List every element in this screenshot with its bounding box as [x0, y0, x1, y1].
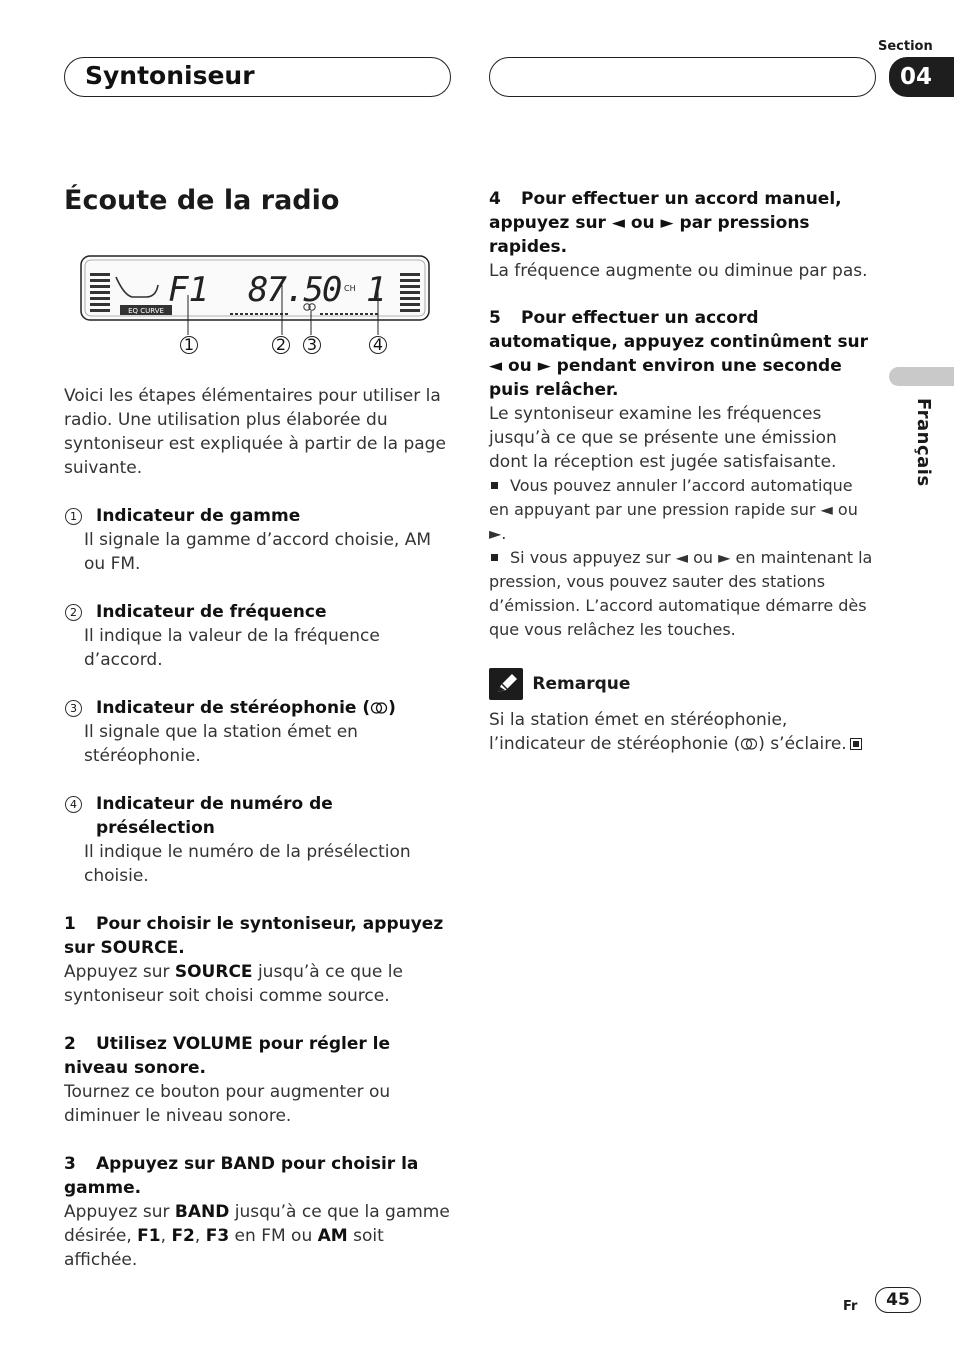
- empty-header-pill: [489, 57, 876, 97]
- end-mark-icon: [850, 738, 862, 750]
- stereo-icon: [370, 702, 388, 714]
- step-1-heading: 1 Pour choisir le syntoniseur, appuyez sur SOURCE.: [64, 914, 444, 958]
- step-4-body: La fréquence augmente ou diminue par pas.: [489, 261, 868, 281]
- step-4-heading: 4 Pour effectuer un accord manuel, appuyez sur ◄ ou ► par pressions rapides.: [489, 189, 842, 257]
- callout-1: 1: [183, 335, 195, 354]
- item-body-band: Il signale la gamme d’accord choisie, AM ou FM.: [84, 530, 432, 574]
- eq-curve-label: EQ CURVE: [128, 307, 164, 315]
- item-body-frequency: Il indique la valeur de la fréquence d’accord.: [84, 626, 380, 670]
- note-title: Remarque: [532, 674, 631, 694]
- section-number-badge: 04: [889, 57, 954, 97]
- callout-4: 4: [372, 335, 384, 354]
- item-body-stereo: Il signale que la station émet en stéréophonie.: [84, 722, 358, 766]
- note-header: [489, 668, 877, 700]
- bullet-cancel-auto: Vous pouvez annuler l’accord automatique en appuyant par une pression rapide sur ◄ ou ►.: [489, 476, 858, 543]
- footer-language: Fr: [843, 1299, 858, 1314]
- step-1-body: Appuyez sur SOURCE jusqu’à ce que le syntoniseur soit choisi comme source.: [64, 962, 403, 1006]
- side-tab-marker: [889, 367, 954, 386]
- side-language-label: Français: [913, 398, 934, 487]
- ch-label: CH: [344, 284, 356, 293]
- bullet-skip-stations: Si vous appuyez sur ◄ ou ► en maintenant la pression, vous pouvez sauter des stations d’émission. L’accord automatique démarre dès que vous relâchez les touches.: [489, 548, 873, 639]
- callout-2: 2: [275, 335, 287, 354]
- note-body: Si la station émet en stéréophonie, l’indicateur de stéréophonie ( ) s’éclaire.: [489, 708, 877, 756]
- pencil-note-icon: [489, 668, 523, 700]
- right-column: [489, 187, 877, 756]
- stereo-icon: [740, 738, 758, 750]
- intro-paragraph: Voici les étapes élémentaires pour utiliser la radio. Une utilisation plus élaborée du syntoniseur est expliquée à partir de la page suivante.: [64, 386, 446, 478]
- item-body-preset: Il indique le numéro de la présélection choisie.: [84, 842, 411, 886]
- step-2-body: Tournez ce bouton pour augmenter ou diminuer le niveau sonore.: [64, 1082, 391, 1126]
- band-indicator: F1: [168, 270, 209, 310]
- callout-3: 3: [306, 335, 318, 354]
- step-5-body: Le syntoniseur examine les fréquences jusqu’à ce que se présente une émission dont la réception est jugée satisfaisante.: [489, 404, 837, 472]
- frequency-indicator: 87.50: [248, 270, 341, 310]
- section-title: Syntoniseur: [85, 61, 255, 90]
- section-label: Section: [878, 39, 933, 54]
- item-heading-preset: 4 Indicateur de numéro de présélection: [64, 792, 452, 840]
- step-5-heading: 5 Pour effectuer un accord automatique, appuyez continûment sur ◄ ou ► pendant environ une seconde puis relâcher.: [489, 308, 869, 400]
- step-3-heading: 3 Appuyez sur BAND pour choisir la gamme.: [64, 1154, 419, 1198]
- page-title: Écoute de la radio: [64, 185, 340, 216]
- item-heading-frequency: 2 Indicateur de fréquence: [64, 600, 452, 624]
- section-title-pill: [64, 57, 451, 97]
- step-2-heading: 2 Utilisez VOLUME pour régler le niveau sonore.: [64, 1034, 391, 1078]
- item-heading-band: 1 Indicateur de gamme: [64, 504, 452, 528]
- radio-display-illustration: [80, 255, 430, 359]
- item-heading-stereo: 3 Indicateur de stéréophonie ( ): [64, 696, 452, 720]
- left-column: [64, 384, 452, 1272]
- step-3-body: Appuyez sur BAND jusqu’à ce que la gamme désirée, F1, F2, F3 en FM ou AM soit affichée.: [64, 1202, 450, 1270]
- preset-indicator: 1: [366, 270, 387, 310]
- page-number: 45: [875, 1287, 921, 1313]
